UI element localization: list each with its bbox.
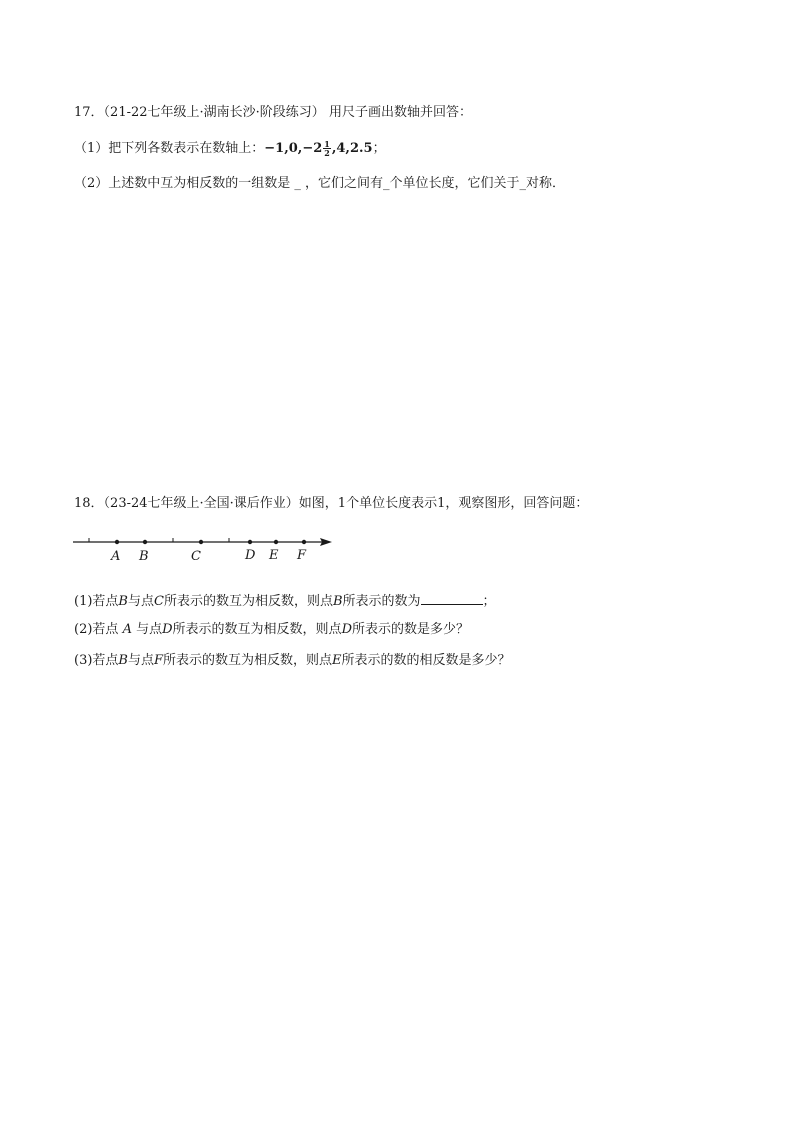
- q18-p1-text-c: 与点: [127, 594, 154, 609]
- q18-p2-text-e: 所表示的数互为相反数，则点: [172, 622, 342, 637]
- point-d-dot: [248, 540, 252, 544]
- q17-part2: [74, 176, 565, 192]
- q17-fraction-num: 1: [324, 139, 330, 149]
- point-b-label: B: [139, 549, 149, 564]
- q17-number: 17．: [74, 105, 104, 120]
- point-f-label: F: [297, 548, 307, 563]
- q18-p3-text-a: (3)若点: [74, 653, 119, 668]
- point-e-dot: [274, 540, 278, 544]
- point-c-dot: [199, 540, 203, 544]
- q18-p3-point-2: F: [154, 653, 164, 668]
- q17-part1-end: ；: [372, 141, 386, 156]
- q17-fraction: [323, 140, 331, 157]
- q18-part2: [74, 622, 469, 638]
- point-d-label: D: [245, 548, 256, 563]
- q18-p1-point-2: C: [154, 594, 164, 609]
- q18-p2-text-c: 与点: [136, 622, 163, 637]
- q18-p3-point-1: B: [118, 653, 128, 668]
- q18-p1-text-e: 所表示的数互为相反数，则点: [163, 594, 333, 609]
- q18-part1: [74, 592, 496, 610]
- q18-p1-end: ；: [482, 594, 496, 609]
- point-c-label: C: [191, 549, 201, 564]
- q18-p2-text-g: 所表示的数是多少？: [352, 622, 470, 637]
- q18-p1-point-3: B: [332, 594, 343, 609]
- q17-numbers-b: ,4,2.5: [331, 141, 373, 156]
- point-a-label: A: [111, 549, 121, 564]
- q18-p3-text-e: 所表示的数互为相反数，则点: [163, 653, 333, 668]
- point-b-dot: [143, 540, 147, 544]
- q18-p2-text-a: (2)若点: [74, 622, 119, 637]
- q18-p3-text-g: 所表示的数的相反数是多少？: [341, 653, 511, 668]
- q18-p1-text-g: 所表示的数为: [342, 594, 421, 609]
- q17-part1-label: （1）把下列各数表示在数轴上：: [74, 141, 265, 156]
- q18-p2-point-1: A: [122, 622, 132, 637]
- q17-stem-line: [74, 105, 472, 121]
- q18-part3: [74, 653, 511, 669]
- q18-p1-point-1: B: [118, 594, 128, 609]
- q18-p3-text-c: 与点: [127, 653, 154, 668]
- q17-source: （21-22七年级上·湖南长沙·阶段练习）: [103, 105, 325, 120]
- q17-stem: 用尺子画出数轴并回答：: [328, 105, 472, 120]
- point-f-dot: [302, 540, 306, 544]
- q17-part2-text: （2）上述数中互为相反数的一组数是 _ ，它们之间有_个单位长度，它们关于_对称．: [74, 176, 566, 191]
- q17-fraction-den: 2: [324, 148, 330, 158]
- q18-stem-line: [74, 496, 588, 512]
- q18-source: （23-24七年级上·全国·课后作业）: [103, 496, 299, 511]
- number-line-figure: [70, 530, 340, 566]
- q17-part1: [74, 140, 386, 157]
- q17-numbers-a: −1,0,−2: [264, 141, 323, 156]
- q18-p3-point-3: E: [332, 653, 342, 668]
- answer-blank[interactable]: [421, 592, 483, 605]
- point-e-label: E: [269, 548, 279, 563]
- q18-stem: 如图，1个单位长度表示1，观察图形，回答问题：: [298, 496, 589, 511]
- q18-p2-point-3: D: [341, 622, 352, 637]
- q18-number: 18．: [74, 496, 104, 511]
- point-a-dot: [115, 540, 119, 544]
- q18-p1-text-a: (1)若点: [74, 594, 119, 609]
- q18-p2-point-2: D: [162, 622, 173, 637]
